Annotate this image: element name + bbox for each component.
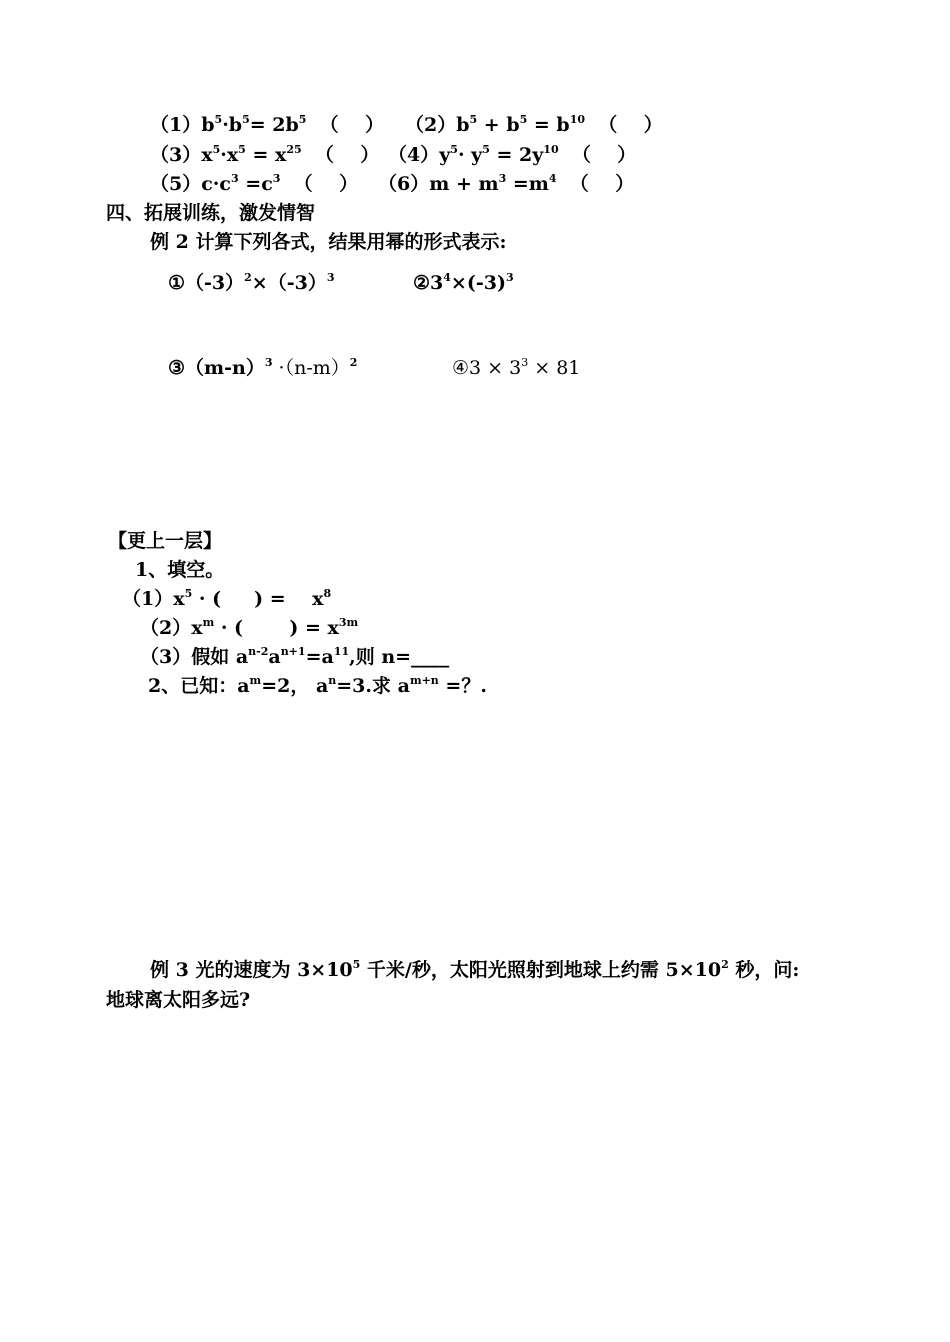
example-2-problem-4: ④3 × $3^3 \times 81$ (452, 356, 581, 379)
example-2-problem-1: $①(-3)^2\times(-3)^3$ (168, 271, 335, 294)
fill-blank-2: $(2)x^m$ · ( ) = $x^{3m}$ (140, 616, 359, 639)
example-3-line-1: 例 3 光的速度为 $3\times 10^5$ 千米/秒，太阳光照射到地球上约需 $5\times 10^2$ 秒，问: (150, 958, 800, 981)
example-3-line-2: 地球离太阳多远? (106, 989, 251, 1011)
fill-blank-3: （3）假如 $a^{n-2}a^{n+1}=a^{11}$,则 n=____ (140, 645, 450, 668)
advanced-question-2: 2、已知：$a^m=2$， $a^n=3$.求 $a^{m+n}$ =？. (148, 674, 487, 697)
example-2-problem-3: $③(m-n)^3 \cdot(n-m)^2$ (168, 356, 358, 379)
judge-item-1: $(1)b^5\cdot b^5= 2b^5$ （ ） (150, 113, 385, 136)
fill-blank-1: $(1)x^5$ · ( ) = $x^8$ (122, 587, 332, 610)
judge-item-2: $(2)b^5 + b^5 = b^{10}$ （ ） (405, 113, 663, 136)
example-2-problem-2: $②3^4\times(-3)^3$ (413, 271, 514, 294)
judge-item-4: $(4)y^5\cdot y^5 = 2y^{10}$ （ ） (388, 143, 637, 166)
judge-item-3: $(3)x^5\cdot x^5 = x^{25}$ （ ） (150, 143, 380, 166)
section-heading: 四、拓展训练，激发情智 (106, 202, 316, 224)
judge-item-5: $(5)c\cdot c^3 =c^3$ （ ） (150, 172, 359, 195)
example-2-intro: 例 2 计算下列各式，结果用幂的形式表示: (150, 231, 507, 253)
judge-item-6: $(6)m + m^3 =m^4$ （ ） (378, 172, 635, 195)
advanced-question-1: 1、填空。 (135, 559, 225, 581)
advanced-heading: 【更上一层】 (108, 530, 223, 552)
